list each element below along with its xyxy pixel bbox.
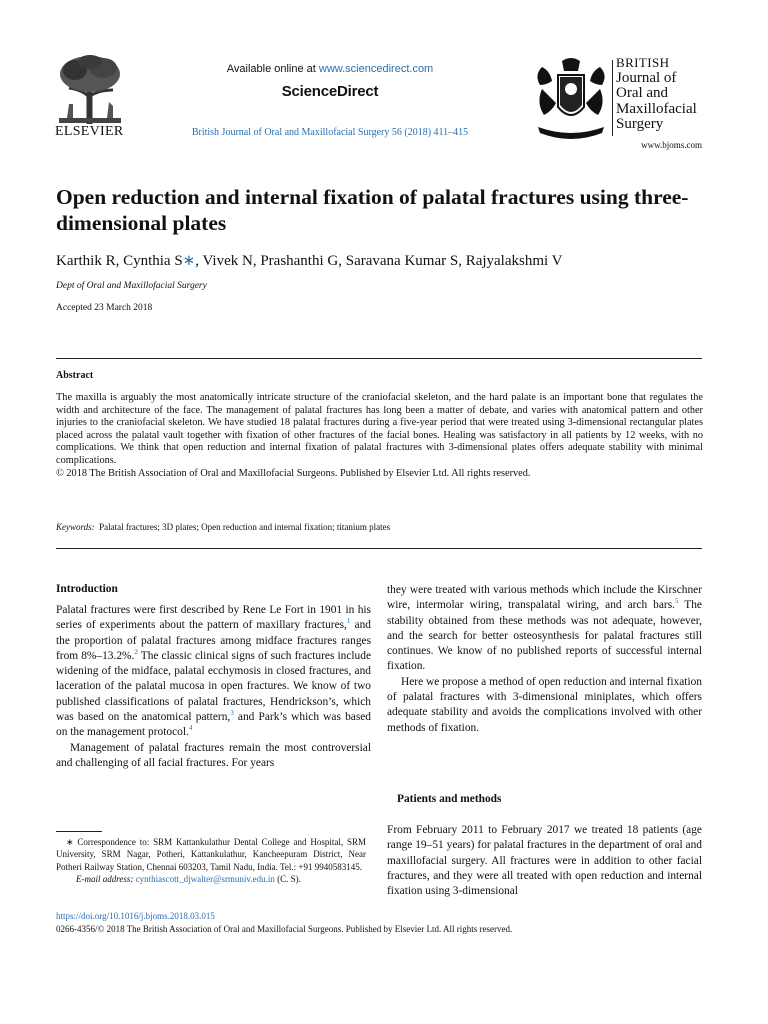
accepted-date: Accepted 23 March 2018 xyxy=(56,303,153,313)
introduction-text-continued: they were treated with various methods which include the Kirschner wire, intermolar wiring, transpalatal wiring, and arch bars.$^5$ The stability obtained from these methods was not adequate, however, and the search for better osteosynthesis for palatal fractures still continues. We know of no published reports of successful internal fixation. Here we propose a method of open reduction and internal fixation of palatal fractures with 3-dimensional miniplates, which offers adequate stability and avoids the complications involved with other methods of fixation. xyxy=(387,584,702,734)
doi-link[interactable]: https://doi.org/10.1016/j.bjoms.2018.03.015 xyxy=(56,911,215,921)
sciencedirect-label: ScienceDirect xyxy=(281,83,379,100)
ref-3-link[interactable]: 3 xyxy=(230,709,234,718)
elsevier-wordmark: ELSEVIER xyxy=(55,124,124,139)
ref-5-link[interactable]: 5 xyxy=(675,597,679,606)
patients-methods-heading: Patients and methods xyxy=(397,793,502,805)
author-list: Karthik R, Cynthia S∗, Vivek N, Prashanthi G, Saravana Kumar S, Rajyalakshmi V xyxy=(56,253,563,269)
abstract-heading: Abstract xyxy=(56,370,94,381)
elsevier-tree-logo xyxy=(55,52,125,126)
corresponding-author-mark[interactable]: ∗ xyxy=(182,253,196,269)
ref-1-link[interactable]: 1 xyxy=(346,617,351,626)
sciencedirect-link[interactable]: www.sciencedirect.com xyxy=(318,63,434,75)
patients-methods-text: From February 2011 to February 2017 we treated 18 patients (age range 19–51 years) for palatal fractures in the department of oral and maxillofacial surgery. All fractures were in addition to other facial fractures, and they were all treated with open reduction and internal fixation using 3-dimensional xyxy=(387,824,702,898)
abstract-bottom-rule xyxy=(56,548,702,549)
journal-logo-divider xyxy=(612,60,613,136)
abstract-copyright: © 2018 The British Association of Oral and Maxillofacial Surgeons. Published by Elsevier Ltd. All rights reserved. xyxy=(56,467,531,479)
introduction-text: Palatal fractures were first described by Rene Le Fort in 1901 in his series of experiments about the pattern of maxillary fractures,$^1$ and the proportion of palatal fractures among midface fractures ranges from 8%–13.2%.$^2$ The classic clinical signs of such fractures include widening of the midface, palatal ecchymosis in closed fractures, and laceration of the palatal mucosa in open fractures. We know of two published classifications of palatal fractures, Hendrickson’s, which was based on the anatomical pattern,$^3$ and Park’s which was based on the management protocol.$^4$ Management of palatal fractures remain the most controversial and challenging of all facial fractures. For years xyxy=(56,604,372,769)
ref-4-link[interactable]: 4 xyxy=(188,724,193,733)
introduction-heading: Introduction xyxy=(56,583,118,595)
article-title: Open reduction and internal fixation of palatal fractures using three-dimensional plates xyxy=(56,185,689,235)
footnote-rule xyxy=(56,831,102,832)
journal-wordmark: BRITISH Journal of Oral and Maxillofacial Surgery xyxy=(616,55,697,132)
abstract-body: The maxilla is arguably the most anatomically intricate structure of the craniofacial skeleton, and the hard palate is an important bone that regulates the width and architecture of the face. The management of palatal fractures has long been a matter of debate, and varies with anatomical pattern and other injuries to the craniofacial skeleton. We have studied 18 palatal fractures during a five-year period that were treated using 3-dimensional rectangular plates placed across the palatal vault together with fixation of other fractures of the facial bones. Healing was satisfactory in all patients by 12 weeks, with no complications. We think that open reduction and internal fixation of palatal fractures with 3-dimensional plates offers adequate stability with minimal complications. © 2018 The British Association of Oral and Maxillofacial Surgeons. Published by Elsevier Ltd. All rights reserved. xyxy=(56,392,703,479)
journal-url[interactable]: www.bjoms.com xyxy=(641,140,702,150)
bjoms-crest-logo xyxy=(530,55,612,141)
correspondence-footnote: ∗ Correspondence to: SRM Kattankulathur Dental College and Hospital, SRM University, SRM Nagar, Potheri, Kattankulathur, Kancheepuram District, Near Potheri Railway Station, Chennai 603203, Tamil Nadu, India. Tel.: +91 9940583145. E-mail address: cynthiascott_djwalter@srmuniv.edu.in (C. S). xyxy=(56,837,366,885)
email-link[interactable]: cynthiascott_djwalter@srmuniv.edu.in xyxy=(135,874,275,885)
affiliation: Dept of Oral and Maxillofacial Surgery xyxy=(56,281,207,291)
journal-citation[interactable]: British Journal of Oral and Maxillofacial Surgery 56 (2018) 411–415 xyxy=(191,127,469,138)
footer-copyright: 0266-4356/© 2018 The British Association of Oral and Maxillofacial Surgeons. Published by Elsevier Ltd. All rights reserved. xyxy=(56,924,513,934)
ref-2-link[interactable]: 2 xyxy=(134,648,138,657)
keywords: Keywords: Palatal fractures; 3D plates; Open reduction and internal fixation; titanium plates xyxy=(56,522,391,532)
available-online-text: Available online at www.sciencedirect.com xyxy=(226,63,434,75)
abstract-top-rule xyxy=(56,358,702,359)
